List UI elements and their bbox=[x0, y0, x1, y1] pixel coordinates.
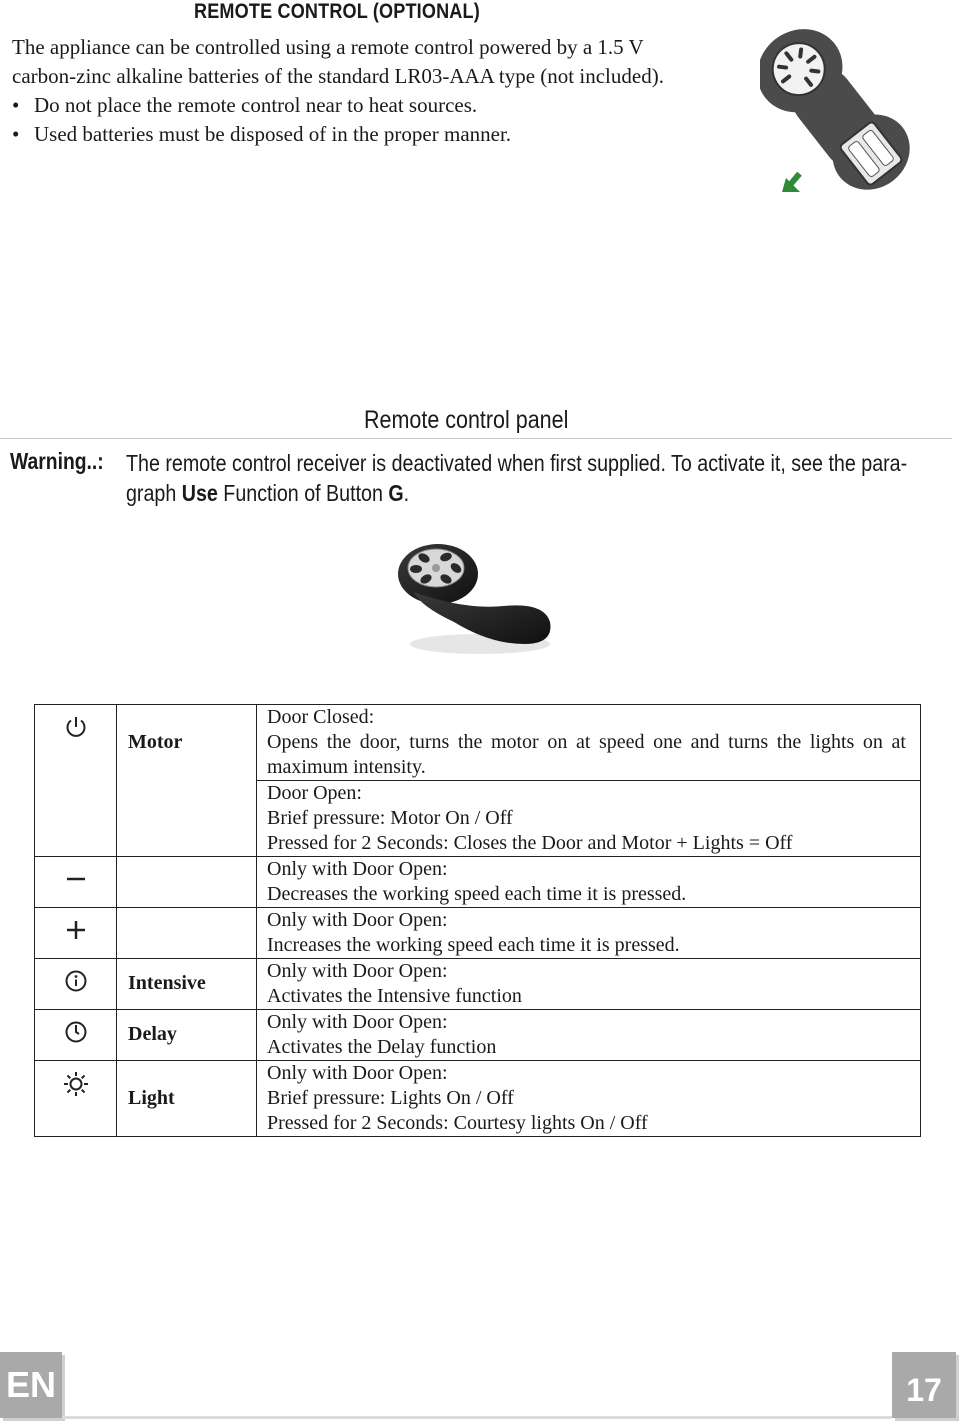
table-cell bbox=[257, 705, 921, 781]
table-cell bbox=[35, 908, 117, 959]
list-item bbox=[12, 120, 712, 149]
function-name: Light bbox=[128, 1087, 175, 1109]
warning-use-term: Use bbox=[181, 480, 218, 506]
table-cell bbox=[35, 857, 117, 908]
function-description: Increases the working speed each time it is pressed. bbox=[267, 934, 680, 956]
function-description: Decreases the working speed each time it is pressed. bbox=[267, 883, 687, 905]
table-cell bbox=[117, 705, 257, 857]
function-name: Intensive bbox=[128, 972, 206, 994]
table-cell bbox=[35, 1010, 117, 1061]
divider bbox=[0, 438, 952, 439]
bullet-text: Do not place the remote control near to heat sources. bbox=[34, 93, 478, 117]
condition-label: Only with Door Open: bbox=[267, 960, 448, 982]
table-cell bbox=[117, 1061, 257, 1137]
table-cell bbox=[257, 1061, 921, 1137]
language-tab: EN bbox=[0, 1352, 62, 1418]
warning-text-part: . bbox=[403, 480, 410, 506]
plus-icon bbox=[64, 918, 88, 942]
function-description: Activates the Intensive function bbox=[267, 985, 522, 1007]
intro-section bbox=[12, 33, 712, 149]
function-description: Brief pressure: Lights On / Off bbox=[267, 1087, 514, 1109]
warning-line-2 bbox=[126, 478, 930, 508]
page-heading: REMOTE CONTROL (OPTIONAL) bbox=[194, 0, 480, 23]
table-row bbox=[35, 959, 921, 1010]
function-description: Opens the door, turns the motor on at speed one and turns the lights on at maximum intensity. bbox=[267, 731, 906, 778]
function-table bbox=[34, 704, 921, 1137]
function-description: Brief pressure: Motor On / Off bbox=[267, 807, 513, 829]
table-cell bbox=[117, 857, 257, 908]
intro-paragraph: The appliance can be controlled using a remote control powered by a 1.5 V carbon-zinc alkaline batteries of the standard LR03-AAA type (not included). bbox=[12, 35, 664, 88]
table-row bbox=[35, 857, 921, 908]
table-cell bbox=[35, 705, 117, 857]
bullet-list bbox=[12, 91, 712, 149]
table-cell bbox=[257, 908, 921, 959]
page-number: 17 bbox=[892, 1352, 956, 1418]
table-cell bbox=[35, 1061, 117, 1137]
function-name: Motor bbox=[128, 731, 183, 753]
info-icon bbox=[64, 969, 88, 993]
table-row bbox=[35, 1061, 921, 1137]
remote-battery-illustration bbox=[760, 6, 930, 202]
panel-title: Remote control panel bbox=[364, 406, 569, 434]
table-cell bbox=[117, 1010, 257, 1061]
list-item bbox=[12, 91, 712, 120]
table-cell bbox=[257, 781, 921, 857]
warning-text-part: Function of Button bbox=[217, 480, 389, 506]
warning-text-part: graph bbox=[126, 480, 182, 506]
table-cell bbox=[257, 857, 921, 908]
table-cell bbox=[117, 908, 257, 959]
bullet-text: Used batteries must be disposed of in the proper manner. bbox=[34, 122, 512, 146]
condition-label: Only with Door Open: bbox=[267, 858, 448, 880]
bullet-glyph: • bbox=[12, 122, 20, 146]
footer-rule bbox=[62, 1416, 892, 1419]
warning-line-1: The remote control receiver is deactivated when first supplied. To activate it, see the para- bbox=[126, 450, 908, 476]
minus-icon bbox=[64, 867, 88, 891]
table-cell bbox=[257, 1010, 921, 1061]
table-cell bbox=[257, 959, 921, 1010]
condition-label: Door Open: bbox=[267, 782, 362, 804]
function-description: Pressed for 2 Seconds: Closes the Door and Motor + Lights = Off bbox=[267, 832, 793, 854]
warning-text bbox=[126, 448, 930, 508]
table-row bbox=[35, 1010, 921, 1061]
light-icon bbox=[63, 1071, 89, 1097]
bullet-glyph: • bbox=[12, 93, 20, 117]
warning-button-ref: G bbox=[388, 480, 404, 506]
function-name: Delay bbox=[128, 1023, 177, 1045]
clock-icon bbox=[64, 1020, 88, 1044]
power-icon bbox=[64, 715, 88, 739]
condition-label: Only with Door Open: bbox=[267, 1062, 448, 1084]
condition-label: Door Closed: bbox=[267, 706, 375, 728]
table-cell bbox=[117, 959, 257, 1010]
table-row bbox=[35, 908, 921, 959]
condition-label: Only with Door Open: bbox=[267, 1011, 448, 1033]
table-row bbox=[35, 705, 921, 781]
function-description: Pressed for 2 Seconds: Courtesy lights On / Off bbox=[267, 1112, 648, 1134]
remote-control-photo bbox=[394, 540, 560, 658]
table-cell bbox=[35, 959, 117, 1010]
warning-label: Warning..: bbox=[10, 448, 104, 474]
function-description: Activates the Delay function bbox=[267, 1036, 497, 1058]
condition-label: Only with Door Open: bbox=[267, 909, 448, 931]
